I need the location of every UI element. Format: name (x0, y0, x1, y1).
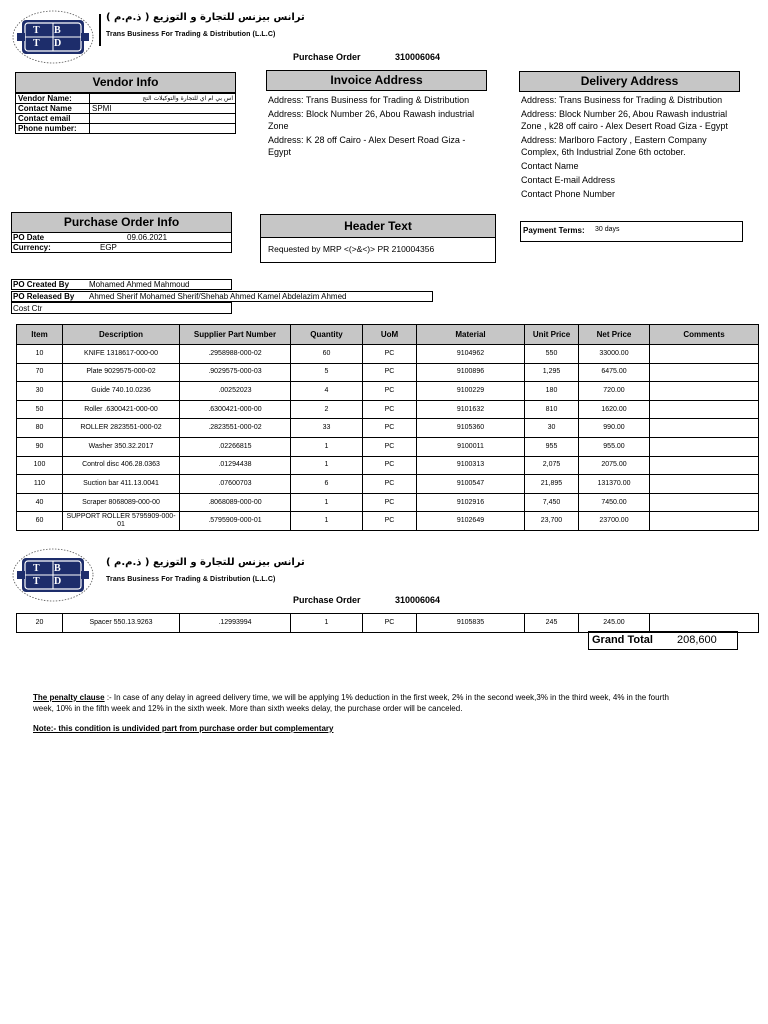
line-items-body-continued (17, 614, 759, 633)
cell-uom: PC (363, 345, 417, 364)
grand-total-label: Grand Total (592, 634, 653, 646)
cell-supplier-part: .8068089-000-00 (180, 493, 291, 512)
delivery-address-heading: Delivery Address (519, 71, 740, 92)
brand-english-name: Trans Business For Trading & Distribution (L.L.C) (106, 576, 276, 583)
cell-material: 9100229 (417, 382, 525, 401)
cell-material: 9102649 (417, 512, 525, 531)
cell-unit-price: 2,075 (525, 456, 579, 475)
vendor-info-heading: Vendor Info (15, 72, 236, 93)
po-released-value: Ahmed Sherif Mohamed Sherif/Shehab Ahmed Kamel Abdelazim Ahmed (89, 292, 347, 301)
cell-description: Guide 740.10.0236 (63, 382, 180, 401)
phone-number-row (16, 124, 236, 134)
col-header-material: Material (417, 325, 525, 345)
cell-supplier-part: .12993994 (180, 614, 291, 633)
contact-email-label: Contact email (16, 114, 90, 124)
po-created-value: Mohamed Ahmed Mahmoud (89, 280, 190, 289)
cell-item: 40 (17, 493, 63, 512)
po-title-label: Purchase Order (293, 52, 361, 62)
cell-material: 9100547 (417, 475, 525, 494)
po-number: 310006064 (395, 595, 441, 605)
table-header-row (17, 325, 759, 345)
col-header-uom: UoM (363, 325, 417, 345)
cell-net-price: 990.00 (579, 419, 650, 438)
cell-quantity: 1 (291, 512, 363, 531)
cell-comments (650, 437, 759, 456)
cell-item: 110 (17, 475, 63, 494)
cell-uom: PC (363, 493, 417, 512)
cell-uom: PC (363, 512, 417, 531)
cell-uom: PC (363, 419, 417, 438)
brand-arabic-name: ترانس بيزنس للتجارة و التوزيع ( ذ.م.م ) (106, 557, 305, 568)
po-date-label: PO Date (13, 233, 45, 242)
vendor-name-value: اس بي ام اي للتجارة والتوكيلات التج (90, 94, 236, 104)
po-info-box (11, 232, 232, 253)
cell-material: 9101632 (417, 400, 525, 419)
line-items-body (17, 345, 759, 531)
contact-email-value (90, 114, 236, 124)
cell-net-price: 23700.00 (579, 512, 650, 531)
logo-letters: T B T D (33, 25, 68, 49)
cell-uom: PC (363, 400, 417, 419)
header-text-heading: Header Text (260, 214, 496, 238)
table-row (17, 475, 759, 494)
delivery-address-line: Address: Marlboro Factory , Eastern Company Complex, 6th Industrial Zone 6th october. (521, 135, 707, 157)
col-header-net-price: Net Price (579, 325, 650, 345)
cell-unit-price: 23,700 (525, 512, 579, 531)
cell-item: 60 (17, 512, 63, 531)
currency-value: EGP (100, 243, 117, 252)
brand-divider (99, 14, 101, 46)
invoice-address-line: Address: Trans Business for Trading & Distribution (268, 95, 470, 105)
cell-item: 30 (17, 382, 63, 401)
cell-item: 10 (17, 345, 63, 364)
table-row (17, 363, 759, 382)
invoice-address-line: Address: K 28 off Cairo - Alex Desert Road Giza - Egypt (268, 135, 466, 157)
cell-description: Roller .6300421-000-00 (63, 400, 180, 419)
cell-description: Spacer 550.13.9263 (63, 614, 180, 633)
cell-unit-price: 550 (525, 345, 579, 364)
table-row (17, 614, 759, 633)
cell-supplier-part: .5795909-000-01 (180, 512, 291, 531)
cell-quantity: 4 (291, 382, 363, 401)
cell-supplier-part: .01294438 (180, 456, 291, 475)
cell-description: SUPPORT ROLLER 5795909-000-01 (63, 512, 180, 531)
col-header-item: Item (17, 325, 63, 345)
cell-comments (650, 363, 759, 382)
po-info-heading: Purchase Order Info (11, 212, 232, 233)
cost-ctr-label: Cost Ctr (13, 304, 43, 313)
grand-total-box (588, 631, 738, 650)
cell-comments (650, 382, 759, 401)
cell-supplier-part: .6300421-000-00 (180, 400, 291, 419)
cell-quantity: 1 (291, 614, 363, 633)
line-items-table-continued (16, 613, 759, 633)
brand-arabic-name: ترانس بيزنس للتجارة و التوزيع ( ذ.م.م ) (106, 12, 305, 23)
cell-quantity: 1 (291, 493, 363, 512)
grand-total-value: 208,600 (677, 634, 717, 646)
cell-uom: PC (363, 382, 417, 401)
delivery-address-block (521, 94, 743, 202)
cell-supplier-part: .00252023 (180, 382, 291, 401)
cell-unit-price: 21,895 (525, 475, 579, 494)
cell-item: 20 (17, 614, 63, 633)
cost-ctr-box (11, 302, 232, 314)
header-text-box (260, 237, 496, 263)
company-logo (10, 546, 96, 604)
cell-material: 9100313 (417, 456, 525, 475)
cell-comments (650, 493, 759, 512)
po-title-label: Purchase Order (293, 595, 361, 605)
cell-item: 90 (17, 437, 63, 456)
po-created-label: PO Created By (13, 280, 70, 289)
delivery-contact-email: Contact E-mail Address (521, 175, 616, 185)
cell-comments (650, 456, 759, 475)
cell-description: Control disc 406.28.0363 (63, 456, 180, 475)
payment-terms-label: Payment Terms: (523, 226, 585, 235)
cell-quantity: 5 (291, 363, 363, 382)
cell-comments (650, 614, 759, 633)
cell-description: KNIFE 1318617-000-00 (63, 345, 180, 364)
cell-description: Scraper 8068089-000-00 (63, 493, 180, 512)
cell-comments (650, 512, 759, 531)
cell-quantity: 2 (291, 400, 363, 419)
cell-comments (650, 345, 759, 364)
currency-label: Currency: (13, 243, 51, 252)
cell-quantity: 6 (291, 475, 363, 494)
cell-comments (650, 400, 759, 419)
contact-name-label: Contact Name (16, 104, 90, 114)
cell-material: 9105835 (417, 614, 525, 633)
cell-supplier-part: .2958988-000-02 (180, 345, 291, 364)
cell-unit-price: 245 (525, 614, 579, 633)
cell-unit-price: 955 (525, 437, 579, 456)
col-header-comments: Comments (650, 325, 759, 345)
cell-unit-price: 7,450 (525, 493, 579, 512)
table-row (17, 437, 759, 456)
contact-email-row (16, 114, 236, 124)
po-date-value: 09.06.2021 (127, 233, 168, 242)
cell-description: Washer 350.32.2017 (63, 437, 180, 456)
col-header-quantity: Quantity (291, 325, 363, 345)
po-released-label: PO Released By (13, 292, 75, 301)
cell-uom: PC (363, 475, 417, 494)
table-row (17, 400, 759, 419)
contact-name-row (16, 104, 236, 114)
col-header-unit-price: Unit Price (525, 325, 579, 345)
cell-quantity: 60 (291, 345, 363, 364)
cell-supplier-part: .07600703 (180, 475, 291, 494)
cell-quantity: 1 (291, 456, 363, 475)
cell-material: 9105360 (417, 419, 525, 438)
cell-supplier-part: .2823551-000-02 (180, 419, 291, 438)
cell-uom: PC (363, 363, 417, 382)
cell-net-price: 131370.00 (579, 475, 650, 494)
penalty-text: :- In case of any delay in agreed delivery time, we will be applying 1% deduction in the first week, 2% in the second week,3% in the third week, 4% in the fourth week, 10% in the fifth week and 12% in the sixth week. More than sixth weeks delay, the purchase order will be canceled. (33, 693, 669, 713)
contact-name-value: SPMI (90, 104, 236, 114)
invoice-address-line: Address: Block Number 26, Abou Rawash industrial Zone (268, 109, 475, 131)
cell-material: 9100011 (417, 437, 525, 456)
delivery-contact-phone: Contact Phone Number (521, 189, 616, 199)
table-row (17, 382, 759, 401)
cell-uom: PC (363, 456, 417, 475)
cell-supplier-part: .9029575-000-03 (180, 363, 291, 382)
vendor-info-table (15, 93, 236, 134)
penalty-clause (33, 692, 683, 714)
cell-quantity: 33 (291, 419, 363, 438)
cell-item: 80 (17, 419, 63, 438)
payment-terms-value: 30 days (595, 226, 620, 233)
cell-unit-price: 810 (525, 400, 579, 419)
logo-letters: T B T D (33, 563, 68, 587)
vendor-name-label: Vendor Name: (16, 94, 90, 104)
cell-item: 70 (17, 363, 63, 382)
table-row (17, 345, 759, 364)
cell-description: Plate 9029575-000-02 (63, 363, 180, 382)
cell-supplier-part: .02266815 (180, 437, 291, 456)
brand-english-name: Trans Business For Trading & Distribution (L.L.C) (106, 31, 276, 38)
cell-uom: PC (363, 437, 417, 456)
col-header-description: Description (63, 325, 180, 345)
payment-terms-box (520, 221, 743, 242)
invoice-address-block (268, 94, 488, 160)
line-items-table (16, 324, 759, 531)
cell-material: 9100896 (417, 363, 525, 382)
cell-unit-price: 30 (525, 419, 579, 438)
delivery-contact-name: Contact Name (521, 161, 579, 171)
header-text-value: Requested by MRP <(>&<)> PR 210004356 (268, 244, 435, 254)
penalty-heading: The penalty clause (33, 693, 105, 702)
cell-net-price: 2075.00 (579, 456, 650, 475)
cell-description: Suction bar 411.13.0041 (63, 475, 180, 494)
cell-unit-price: 1,295 (525, 363, 579, 382)
cell-material: 9104962 (417, 345, 525, 364)
po-created-box (11, 279, 232, 290)
cell-description: ROLLER 2823551-000-02 (63, 419, 180, 438)
cell-net-price: 245.00 (579, 614, 650, 633)
cell-item: 100 (17, 456, 63, 475)
delivery-address-line: Address: Trans Business for Trading & Distribution (521, 95, 723, 105)
cell-comments (650, 419, 759, 438)
cell-net-price: 6475.00 (579, 363, 650, 382)
cell-net-price: 33000.00 (579, 345, 650, 364)
delivery-address-line: Address: Block Number 26, Abou Rawash industrial Zone , k28 off cairo - Alex Desert Road Giza - Egypt (521, 109, 728, 131)
company-logo (10, 8, 96, 66)
cell-net-price: 1620.00 (579, 400, 650, 419)
table-row (17, 493, 759, 512)
phone-number-value (90, 124, 236, 134)
col-header-supplier-part: Supplier Part Number (180, 325, 291, 345)
table-row (17, 419, 759, 438)
cell-unit-price: 180 (525, 382, 579, 401)
cell-material: 9102916 (417, 493, 525, 512)
penalty-note: Note:- this condition is undivided part from purchase order but complementary (33, 724, 334, 733)
cell-net-price: 7450.00 (579, 493, 650, 512)
invoice-address-heading: Invoice Address (266, 70, 487, 91)
cell-quantity: 1 (291, 437, 363, 456)
vendor-name-row (16, 94, 236, 104)
cell-item: 50 (17, 400, 63, 419)
phone-number-label: Phone number: (16, 124, 90, 134)
cell-net-price: 720.00 (579, 382, 650, 401)
po-number: 310006064 (395, 52, 441, 62)
table-row (17, 512, 759, 531)
cell-net-price: 955.00 (579, 437, 650, 456)
table-row (17, 456, 759, 475)
cell-comments (650, 475, 759, 494)
po-released-box (11, 291, 433, 302)
cell-uom: PC (363, 614, 417, 633)
